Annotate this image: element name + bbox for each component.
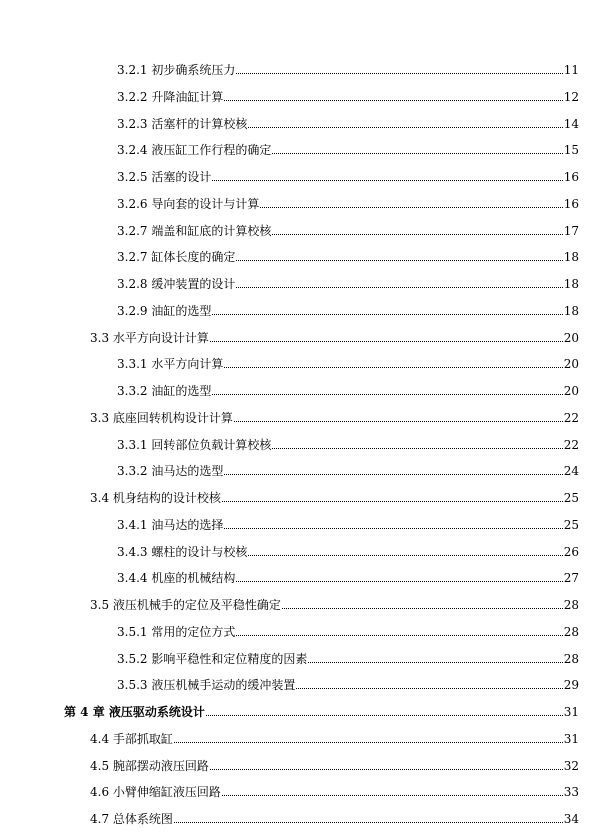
toc-dot-leader [224, 100, 562, 101]
toc-entry-title: 3.2.6 导向套的设计与计算 [117, 196, 260, 211]
toc-entry-title: 3.3 底座回转机构设计计算 [90, 410, 233, 425]
toc-entry-title: 4.6 小臂伸缩缸液压回路 [90, 785, 221, 800]
toc-dot-leader [174, 742, 563, 743]
toc-entry-title: 3.4.4 机座的机械结构 [117, 571, 236, 586]
toc-entry-title: 3.5 液压机械手的定位及平稳性确定 [90, 598, 281, 612]
toc-dot-leader [236, 287, 562, 288]
toc-entry-title: 3.5.1 常用的定位方式 [117, 624, 236, 639]
toc-page-number: 20 [563, 384, 579, 398]
toc-entry[interactable] [117, 539, 579, 559]
toc-entry-title: 3.4.3 螺柱的设计与校核 [117, 544, 248, 559]
toc-dot-leader [248, 127, 562, 128]
toc-entry[interactable] [90, 806, 579, 826]
toc-entry[interactable] [117, 298, 579, 318]
toc-page-number: 16 [563, 170, 579, 184]
toc-entry[interactable] [117, 57, 579, 77]
toc-dot-leader [224, 528, 562, 529]
toc-page-number: 17 [563, 223, 579, 238]
toc-entry-title: 3.2.1 初步确系统压力 [117, 63, 236, 77]
toc-page-number: 11 [563, 63, 579, 77]
toc-page-number: 25 [563, 517, 579, 532]
toc-entry-title: 3.2.2 升降油缸计算 [117, 89, 224, 104]
toc-dot-leader [224, 367, 562, 368]
toc-entry-title: 3.4 机身结构的设计校核 [90, 491, 221, 505]
toc-entry[interactable] [117, 191, 579, 211]
toc-page-number: 28 [563, 598, 579, 612]
toc-entry[interactable] [117, 271, 579, 291]
toc-entry[interactable] [117, 565, 579, 585]
toc-dot-leader [236, 73, 562, 74]
toc-page-number: 14 [563, 116, 579, 131]
toc-entry-title: 3.3.2 油缸的选型 [117, 384, 212, 398]
toc-entry[interactable] [117, 111, 579, 131]
toc-entry[interactable] [90, 779, 579, 799]
toc-dot-leader [236, 635, 562, 636]
toc-entry[interactable] [90, 753, 579, 773]
toc-entry-title: 3.3.2 油马达的选型 [117, 464, 224, 479]
toc-page-number: 18 [563, 250, 579, 265]
toc-entry-title: 3.2.9 油缸的选型 [117, 303, 212, 318]
toc-page-number: 27 [563, 571, 579, 586]
toc-entry[interactable] [117, 458, 579, 478]
toc-entry[interactable] [117, 218, 579, 238]
toc-page-number: 26 [563, 544, 579, 559]
toc-page-number: 20 [563, 330, 579, 345]
toc-dot-leader [282, 608, 563, 609]
toc-entry-title: 3.2.7 缸体长度的确定 [117, 250, 236, 265]
toc-entry-title: 3.2.7 端盖和缸底的计算校核 [117, 223, 272, 238]
toc-page-number: 15 [563, 143, 579, 158]
toc-dot-leader [212, 394, 562, 395]
toc-entry-title: 3.5.2 影响平稳性和定位精度的因素 [117, 651, 308, 666]
toc-entry[interactable] [117, 351, 579, 371]
toc-entry[interactable] [117, 137, 579, 157]
toc-dot-leader [212, 180, 562, 181]
toc-page-number: 16 [563, 196, 579, 211]
toc-entry[interactable] [117, 672, 579, 692]
toc-entry-title: 4.4 手部抓取缸 [90, 731, 173, 746]
toc-page-number: 34 [563, 812, 579, 826]
toc-entry[interactable] [117, 432, 579, 452]
toc-dot-leader [248, 555, 562, 556]
toc-page-number: 28 [563, 624, 579, 639]
toc-entry[interactable] [90, 325, 579, 345]
toc-dot-leader [234, 421, 563, 422]
toc-entry-title: 3.2.4 液压缸工作行程的确定 [117, 143, 272, 158]
toc-page-number: 12 [563, 89, 579, 104]
toc-entry[interactable] [90, 485, 579, 505]
toc-page-number: 31 [563, 731, 579, 746]
toc-entry-title: 3.2.8 缓冲装置的设计 [117, 277, 236, 291]
toc-entry[interactable] [90, 726, 579, 746]
toc-dot-leader [174, 822, 563, 823]
toc-page-number: 22 [563, 410, 579, 425]
toc-page-number: 24 [563, 464, 579, 479]
toc-entry-title: 3.5.3 液压机械手运动的缓冲装置 [117, 678, 296, 693]
toc-entry[interactable] [117, 378, 579, 398]
toc-dot-leader [272, 153, 562, 154]
toc-dot-leader [206, 715, 563, 716]
toc-entry-title: 3.3 水平方向设计计算 [90, 330, 209, 345]
toc-entry[interactable] [117, 646, 579, 666]
toc-page-number: 28 [563, 651, 579, 666]
toc-dot-leader [224, 474, 562, 475]
toc-entry-title: 3.3.1 水平方向计算 [117, 357, 224, 372]
toc-page-number: 32 [563, 758, 579, 773]
toc-dot-leader [272, 234, 562, 235]
toc-page-number: 22 [563, 437, 579, 452]
toc-dot-leader [260, 207, 562, 208]
toc-entry[interactable] [117, 619, 579, 639]
toc-page-number: 29 [563, 678, 579, 693]
toc-entry-title: 3.2.5 活塞的设计 [117, 170, 212, 184]
toc-entry-title: 4.5 腕部摆动液压回路 [90, 758, 209, 773]
toc-entry[interactable] [117, 512, 579, 532]
toc-entry-title: 第 4 章 液压驱动系统设计 [64, 705, 205, 719]
toc-entry-title: 4.7 总体系统图 [90, 812, 173, 826]
toc-entry-title: 3.2.3 活塞杆的计算校核 [117, 116, 248, 131]
toc-entry[interactable] [90, 592, 579, 612]
toc-entry[interactable] [64, 699, 579, 719]
toc-dot-leader [236, 260, 562, 261]
toc-dot-leader [210, 769, 563, 770]
toc-page-number: 25 [563, 491, 579, 505]
toc-dot-leader [236, 581, 562, 582]
toc-entry[interactable] [117, 84, 579, 104]
toc-dot-leader [210, 341, 563, 342]
toc-entry[interactable] [117, 244, 579, 264]
toc-page-number: 18 [563, 303, 579, 318]
toc-entry-title: 3.4.1 油马达的选择 [117, 517, 224, 532]
toc-dot-leader [212, 314, 562, 315]
toc-page-number: 20 [563, 357, 579, 372]
toc-dot-leader [222, 501, 563, 502]
toc-page-number: 33 [563, 785, 579, 800]
toc-entry[interactable] [90, 405, 579, 425]
toc-dot-leader [296, 688, 562, 689]
toc-dot-leader [222, 795, 563, 796]
toc-page-number: 31 [563, 705, 579, 719]
toc-dot-leader [308, 662, 562, 663]
toc-entry[interactable] [117, 164, 579, 184]
toc-entry-title: 3.3.1 回转部位负载计算校核 [117, 437, 272, 452]
toc-page-number: 18 [563, 277, 579, 291]
toc-dot-leader [272, 448, 562, 449]
